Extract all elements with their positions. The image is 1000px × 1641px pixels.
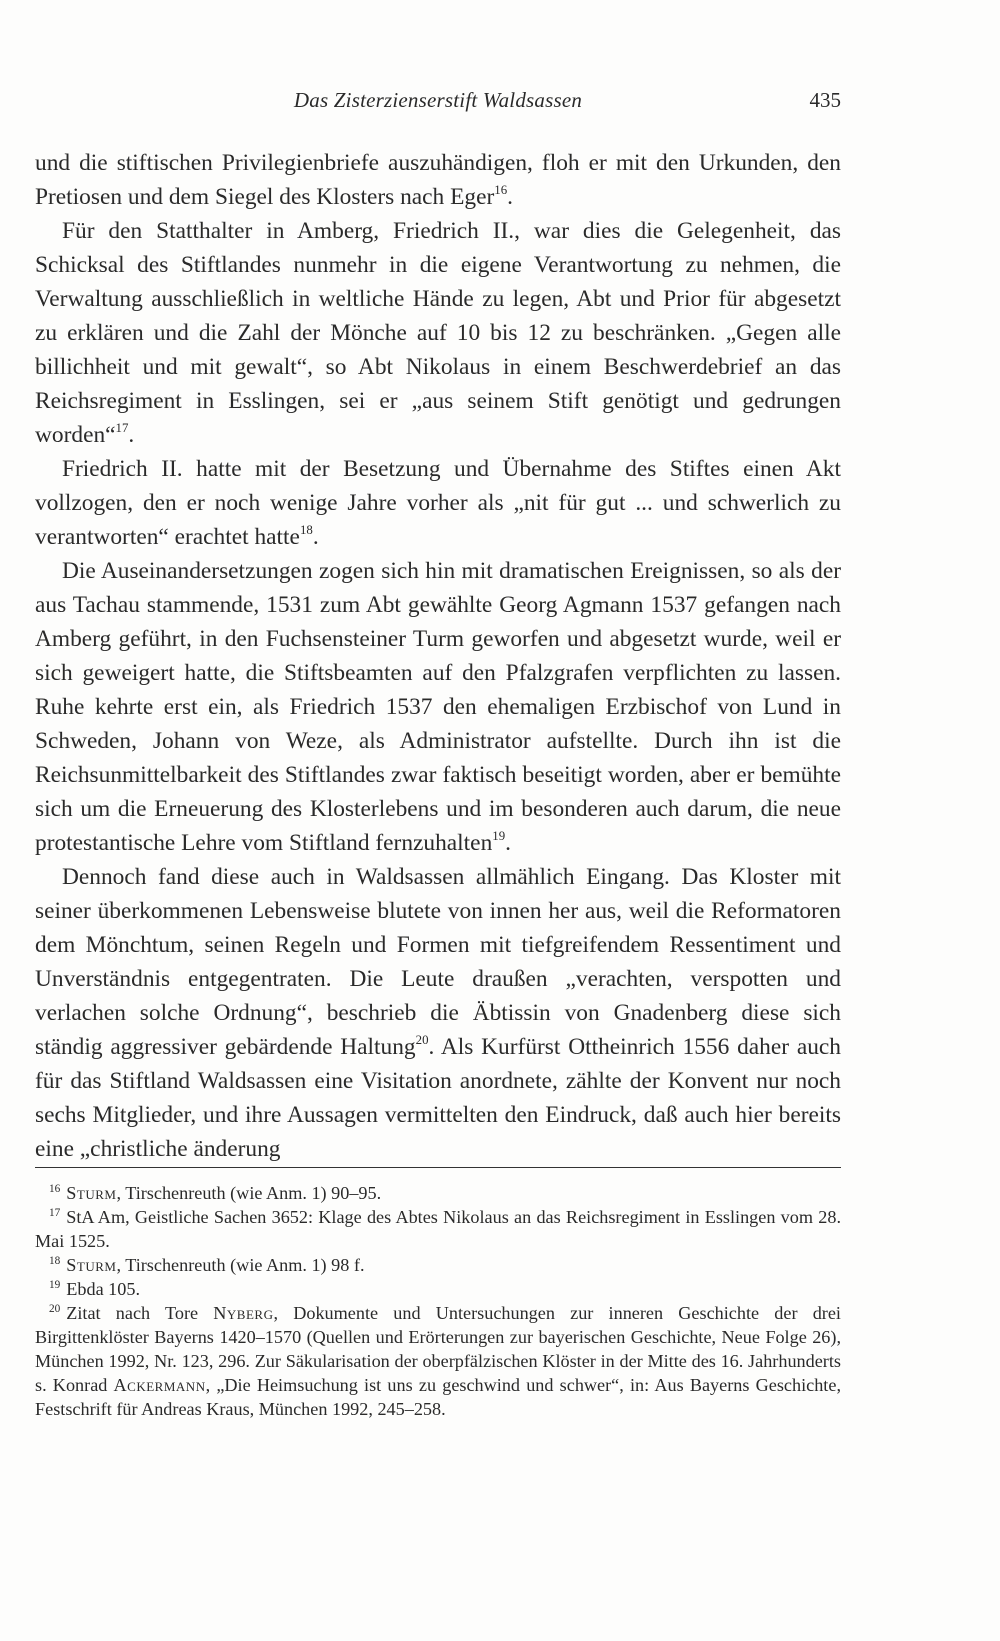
footnote-text-pre: Zitat nach Tore <box>66 1303 214 1323</box>
paragraph-3-text: Friedrich II. hatte mit der Besetzung und Übernahme des Stiftes einen Akt vollzogen, den er noch wenige Jahre vorher als „nit für gut ... und schwerlich zu verantworten“ erachtet hatte <box>35 456 841 550</box>
paragraph-4-tail: . <box>505 830 511 856</box>
footnote-17 <box>35 1205 841 1253</box>
running-title: Das Zisterzienserstift Waldsassen <box>293 88 583 112</box>
footnote-ref-19[interactable]: 19 <box>492 828 506 843</box>
footnote-ref-16[interactable]: 16 <box>494 182 508 197</box>
footnote-text: StA Am, Geistliche Sachen 3652: Klage des Abtes Nikolaus an das Reichsregiment in Esslingen vom 28. Mai 1525. <box>35 1207 841 1251</box>
footnote-author-2: Ackermann <box>113 1375 206 1395</box>
paragraph-5-tail: . Als Kurfürst Ottheinrich 1556 daher auch für das Stiftland Waldsassen eine Visitation anordnete, zählte der Konvent nur noch sechs Mitglieder, und ihre Aussagen vermittelten den Eindruck, daß auch hier bereits eine „christliche änderung <box>35 1034 842 1162</box>
footnote-number: 16 <box>49 1182 61 1195</box>
footnote-19 <box>35 1277 841 1301</box>
paragraph-1 <box>35 146 841 214</box>
body-text <box>35 146 841 1166</box>
footnote-text: Ebda 105. <box>66 1279 141 1299</box>
footnote-rule <box>35 1167 841 1168</box>
paragraph-2-tail: . <box>128 422 135 448</box>
footnote-16 <box>35 1181 841 1205</box>
footnote-ref-17[interactable]: 17 <box>115 420 129 435</box>
paragraph-4 <box>35 554 841 860</box>
footnote-number: 19 <box>49 1278 61 1291</box>
footnote-number: 17 <box>49 1206 61 1219</box>
page-number: 435 <box>809 88 841 112</box>
footnote-ref-18[interactable]: 18 <box>299 522 313 537</box>
footnote-number: 20 <box>49 1302 61 1315</box>
footnote-20 <box>35 1301 841 1421</box>
footnote-number: 18 <box>49 1254 61 1267</box>
footnote-author: Sturm <box>66 1255 117 1275</box>
footnote-text: , Tirschenreuth (wie Anm. 1) 90–95. <box>116 1183 382 1203</box>
paragraph-3-tail: . <box>312 524 319 550</box>
footnote-text: , Tirschenreuth (wie Anm. 1) 98 f. <box>116 1255 365 1275</box>
paragraph-2 <box>35 214 841 452</box>
paragraph-4-text: Die Auseinandersetzungen zogen sich hin mit dramatischen Ereignissen, so als der aus Tachau stammende, 1531 zum Abt gewählte Georg Agmann 1537 gefangen nach Amberg geführt, in den Fuchsensteiner Turm geworfen und abgesetzt wurde, weil er sich geweigert hatte, die Stiftsbeamten auf den Pfalzgrafen verpflichten zu lassen. Ruhe kehrte erst ein, als Friedrich 1537 den ehemaligen Erzbischof von Lund in Schweden, Johann von Weze, als Administrator aufstellte. Durch ihn ist die Reichsunmittelbarkeit des Stiftlandes zwar faktisch beseitigt worden, aber er bemühte sich um die Erneuerung des Klosterlebens und im besonderen auch darum, die neue protestantische Lehre vom Stiftland fernzuhalten <box>35 558 841 856</box>
footnote-author: Nyberg <box>213 1303 274 1323</box>
footnote-18 <box>35 1253 841 1277</box>
footnote-author: Sturm <box>66 1183 117 1203</box>
paragraph-5 <box>35 860 841 1166</box>
paragraph-3 <box>35 452 841 554</box>
paragraph-1-text: und die stiftischen Privilegienbriefe auszuhändigen, floh er mit den Urkunden, den Pretiosen und dem Siegel des Klosters nach Eger <box>35 150 841 210</box>
footnote-text-post: , „Die Heimsuchung ist uns zu geschwind und schwer“, in: Aus Bayerns Geschichte, Festschrift für Andreas Kraus, München 1992, 245–258. <box>35 1375 841 1419</box>
footnotes <box>35 1181 841 1421</box>
footnote-ref-20[interactable]: 20 <box>415 1032 429 1047</box>
footnote-text-mid: , Dokumente und Untersuchungen zur inneren Geschichte der drei Birgittenklöster Bayerns 1420–1570 (Quellen und Erörterungen zur bayerischen Geschichte, Neue Folge 26), München 1992, Nr. 123, 296. Zur Säkularisation der oberpfälzischen Klöster in der Mitte des 16. Jahrhunderts s. Konrad <box>35 1303 841 1395</box>
paragraph-1-tail: . <box>507 184 513 210</box>
paragraph-5-text: Dennoch fand diese auch in Waldsassen allmählich Eingang. Das Kloster mit seiner überkommenen Lebensweise blutete von innen her aus, weil die Reformatoren dem Mönchtum, seinen Regeln und Formen mit tiefgreifendem Ressentiment und Unverständnis entgegentraten. Die Leute draußen „verachten, verspotten und verlachen solche Ordnung“, beschrieb die Äbtissin von Gnadenberg diese sich ständig aggressiver gebärdende Haltung <box>35 864 841 1060</box>
running-head <box>35 88 841 120</box>
paragraph-2-text: Für den Statthalter in Amberg, Friedrich II., war dies die Gelegenheit, das Schicksal des Stiftlandes nunmehr in die eigene Verantwortung zu nehmen, die Verwaltung ausschließlich in weltliche Hände zu legen, Abt und Prior für abgesetzt zu erklären und die Zahl der Mönche auf 10 bis 12 zu beschränken. „Gegen alle billichheit und mit gewalt“, so Abt Nikolaus in einem Beschwerdebrief an das Reichsregiment in Esslingen, sei er „aus seinem Stift genötigt und gedrungen worden“ <box>35 218 841 448</box>
